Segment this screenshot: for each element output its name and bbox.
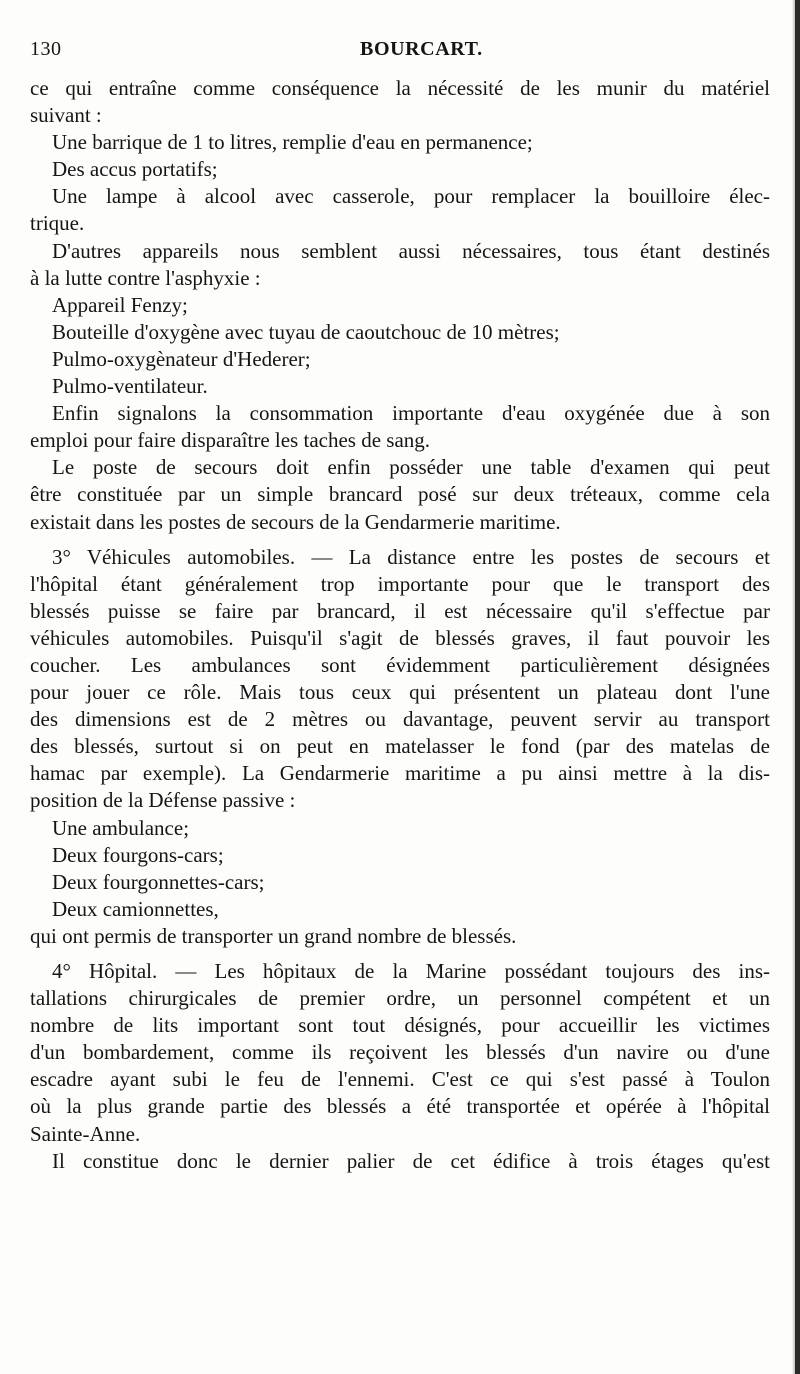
text-line: où la plus grande partie des blessés a été transportée et opérée à l'hôpital (30, 1094, 770, 1119)
text-line: Le poste de secours doit enfin posséder une table d'examen qui peut (52, 455, 770, 480)
text-line: qui ont permis de transporter un grand nombre de blessés. (30, 923, 517, 948)
text-line: pour jouer ce rôle. Mais tous ceux qui présentent un plateau dont l'une (30, 680, 770, 705)
paragraph-gap (30, 536, 770, 544)
text-line: D'autres appareils nous semblent aussi nécessaires, tous étant destinés (52, 238, 770, 263)
text-line: escadre ayant subi le feu de l'ennemi. C'est ce qui s'est passé à Toulon (30, 1067, 770, 1092)
text-line: Il constitue donc le dernier palier de cet édifice à trois étages qu'est (52, 1148, 770, 1173)
text-line: 3° Véhicules automobiles. — La distance entre les postes de secours et (52, 544, 770, 569)
text-line: Une ambulance; (52, 815, 190, 840)
text-line: coucher. Les ambulances sont évidemment particulièrement désignées (30, 652, 770, 677)
text-line: blessés puisse se faire par brancard, il est nécessaire qu'il s'effectue par (30, 598, 770, 623)
text-line: Appareil Fenzy; (52, 292, 188, 317)
text-line: Deux fourgons-cars; (52, 842, 224, 867)
text-line: Bouteille d'oxygène avec tuyau de caoutchouc de 10 mètres; (52, 319, 560, 344)
text-line: position de la Défense passive : (30, 788, 296, 813)
text-line: Sainte-Anne. (30, 1121, 141, 1146)
text-line: Une barrique de 1 to litres, remplie d'eau en permanence; (52, 130, 533, 155)
running-head: BOURCART. (360, 38, 483, 60)
text-line: Pulmo-ventilateur. (52, 374, 208, 399)
text-line: véhicules automobiles. Puisqu'il s'agit de blessés graves, il faut pouvoir les (30, 625, 770, 650)
text-line: hamac par exemple). La Gendarmerie maritime a pu ainsi mettre à la dis- (30, 761, 770, 786)
text-line: trique. (30, 211, 85, 236)
text-line: Deux fourgonnettes-cars; (52, 869, 265, 894)
text-line: Enfin signalons la consommation importante d'eau oxygénée due à son (52, 401, 770, 426)
text-line: existait dans les postes de secours de la Gendarmerie maritime. (30, 509, 561, 534)
body-text (30, 75, 770, 1175)
text-line: tallations chirurgicales de premier ordre, un personnel compétent et un (30, 986, 770, 1011)
page-number: 130 (30, 38, 62, 60)
text-line: Des accus portatifs; (52, 157, 218, 182)
text-line: Deux camionnettes, (52, 896, 219, 921)
text-line: Pulmo-oxygènateur d'Hederer; (52, 346, 311, 371)
text-line: d'un bombardement, comme ils reçoivent les blessés d'un navire ou d'une (30, 1040, 770, 1065)
text-line: ce qui entraîne comme conséquence la nécessité de les munir du matériel (30, 76, 770, 100)
text-line: des dimensions est de 2 mètres ou davantage, peuvent servir au transport (30, 707, 770, 732)
text-line: Une lampe à alcool avec casserole, pour remplacer la bouilloire élec- (52, 184, 770, 209)
text-line: être constituée par un simple brancard posé sur deux tréteaux, comme cela (30, 482, 770, 507)
text-line: à la lutte contre l'asphyxie : (30, 265, 261, 290)
text-line: l'hôpital étant généralement trop importante pour que le transport des (30, 571, 770, 596)
page-edge (795, 0, 800, 1374)
paragraph-gap (30, 950, 770, 958)
text-line: nombre de lits important sont tout désignés, pour accueillir les victimes (30, 1013, 770, 1038)
text-line: emploi pour faire disparaître les taches de sang. (30, 428, 431, 453)
page-header (30, 38, 770, 64)
text-line: 4° Hôpital. — Les hôpitaux de la Marine possédant toujours des ins- (52, 959, 770, 983)
text-line: des blessés, surtout si on peut en matelasser le fond (par des matelas de (30, 734, 770, 759)
text-line: suivant : (30, 103, 102, 128)
